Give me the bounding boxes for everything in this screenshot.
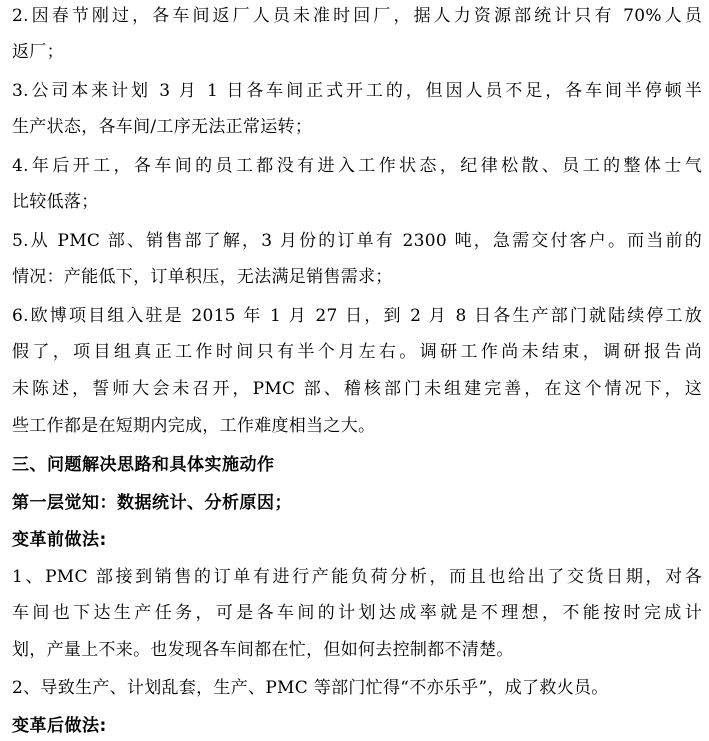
before-item-1-line-2: 车间也下达生产任务，可是各车间的计划达成率就是不理想，不能按时完成计 [12,603,702,623]
item-4-line-1: 4.年后开工，各车间的员工都没有进入工作状态，纪律松散、员工的整体士气 [12,156,702,176]
item-2-line-2: 返厂； [12,42,64,62]
item-6-line-1: 6.欧博项目组入驻是 2015 年 1 月 27 日，到 2 月 8 日各生产部门就陆续停工放 [12,306,702,326]
item-4-line-2: 比较低落； [12,192,99,212]
item-6-line-2: 假了，项目组真正工作时间只有半个月左右。调研工作尚未结束，调研报告尚 [12,342,702,362]
before-item-1-line-3: 划，产量上不来。也发现各车间都在忙，但如何去控制都不清楚。 [12,640,514,660]
item-5-line-2: 情况：产能低下，订单积压，无法满足销售需求； [12,267,393,287]
before-change-heading: 变革前做法: [12,530,107,550]
after-change-heading: 变革后做法: [12,716,107,736]
section-3-heading: 三、问题解决思路和具体实施动作 [12,455,275,475]
item-6-line-3: 未陈述，誓师大会未召开，PMC 部、稽核部门未组建完善，在这个情况下，这 [12,379,702,399]
item-2-line-1: 2.因春节刚过，各车间返厂人员未准时回厂，据人力资源部统计只有 70%人员 [12,6,702,26]
item-5-line-1: 5.从 PMC 部、销售部了解，3 月份的订单有 2300 吨，急需交付客户。而当前的 [12,231,702,251]
before-item-1-line-1: 1、PMC 部接到销售的订单有进行产能负荷分析，而且也给出了交货日期，对各 [12,567,702,587]
item-6-line-4: 些工作都是在短期内完成，工作难度相当之大。 [12,416,376,436]
item-3-line-1: 3.公司本来计划 3 月 1 日各车间正式开工的，但因人员不足，各车间半停顿半 [12,81,702,101]
before-item-2-line-1: 2、导致生产、计划乱套，生产、PMC 等部门忙得“不亦乐乎”，成了救火员。 [12,678,609,698]
layer-1-heading: 第一层觉知：数据统计、分析原因； [12,493,292,513]
item-3-line-2: 生产状态，各车间/工序无法正常运转； [12,117,313,137]
